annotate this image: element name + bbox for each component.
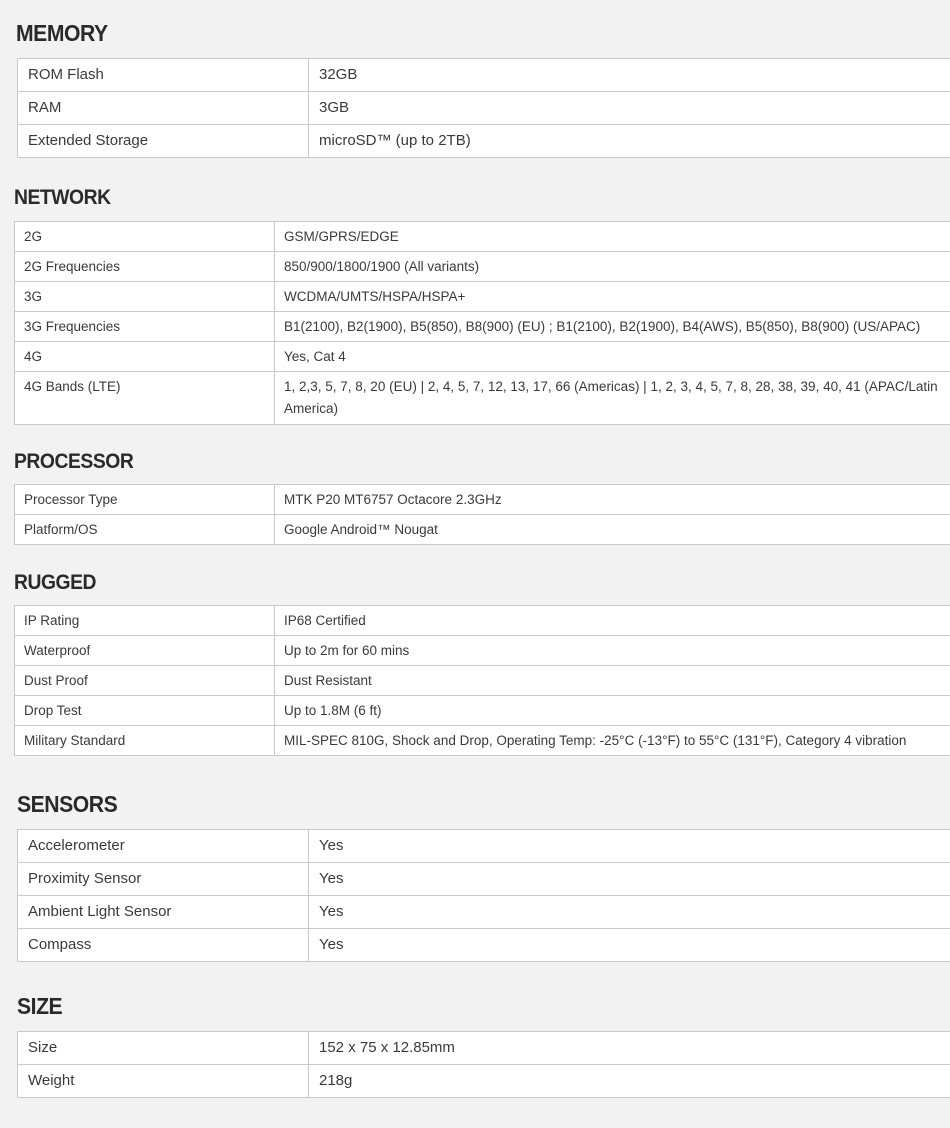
spec-value: MTK P20 MT6757 Octacore 2.3GHz — [275, 485, 950, 515]
table-row — [18, 1032, 950, 1065]
spec-value: Yes — [309, 863, 950, 896]
table-row — [18, 92, 950, 125]
spec-value: 152 x 75 x 12.85mm — [309, 1032, 950, 1065]
processor-heading: PROCESSOR — [14, 450, 134, 473]
network-table — [14, 221, 950, 425]
table-row — [15, 342, 950, 372]
spec-key: Waterproof — [15, 636, 275, 666]
spec-key: Extended Storage — [18, 125, 309, 158]
size-heading: SIZE — [17, 993, 63, 1019]
network-heading: NETWORK — [14, 186, 111, 209]
table-row — [15, 696, 950, 726]
spec-key: Processor Type — [15, 485, 275, 515]
spec-value: 3GB — [309, 92, 950, 125]
table-row — [15, 282, 950, 312]
table-row — [15, 485, 950, 515]
memory-table — [17, 58, 950, 158]
table-row — [15, 636, 950, 666]
spec-key: 3G — [15, 282, 275, 312]
spec-value: Yes — [309, 896, 950, 929]
spec-key: Size — [18, 1032, 309, 1065]
size-table — [17, 1031, 950, 1098]
table-row — [15, 252, 950, 282]
table-row — [15, 312, 950, 342]
spec-key: 2G Frequencies — [15, 252, 275, 282]
table-row — [15, 222, 950, 252]
spec-value: Up to 2m for 60 mins — [275, 636, 950, 666]
spec-value: Yes, Cat 4 — [275, 342, 950, 372]
spec-value: Yes — [309, 830, 950, 863]
processor-table — [14, 484, 950, 545]
spec-value: 850/900/1800/1900 (All variants) — [275, 252, 950, 282]
spec-value: MIL-SPEC 810G, Shock and Drop, Operating Temp: -25°C (-13°F) to 55°C (131°F), Category 4 vibration — [275, 726, 950, 756]
sensors-table — [17, 829, 950, 962]
sensors-heading: SENSORS — [17, 791, 118, 817]
spec-value: microSD™ (up to 2TB) — [309, 125, 950, 158]
spec-key: Drop Test — [15, 696, 275, 726]
table-row — [15, 372, 950, 425]
table-row — [18, 830, 950, 863]
table-row — [15, 606, 950, 636]
spec-key: Military Standard — [15, 726, 275, 756]
spec-key: Platform/OS — [15, 515, 275, 545]
spec-value: 32GB — [309, 59, 950, 92]
table-row — [15, 726, 950, 756]
table-row — [18, 59, 950, 92]
spec-key: 4G — [15, 342, 275, 372]
spec-value: B1(2100), B2(1900), B5(850), B8(900) (EU) ; B1(2100), B2(1900), B4(AWS), B5(850), B8(900) (US/APAC) — [275, 312, 950, 342]
spec-value: Up to 1.8M (6 ft) — [275, 696, 950, 726]
table-row — [18, 1065, 950, 1098]
spec-key: Dust Proof — [15, 666, 275, 696]
spec-key: 3G Frequencies — [15, 312, 275, 342]
spec-value: 218g — [309, 1065, 950, 1098]
table-row — [18, 863, 950, 896]
table-row — [18, 125, 950, 158]
spec-key: Compass — [18, 929, 309, 962]
spec-key: Proximity Sensor — [18, 863, 309, 896]
rugged-heading: RUGGED — [14, 571, 97, 594]
spec-key: ROM Flash — [18, 59, 309, 92]
spec-value: IP68 Certified — [275, 606, 950, 636]
spec-value: GSM/GPRS/EDGE — [275, 222, 950, 252]
spec-value: Dust Resistant — [275, 666, 950, 696]
spec-key: Accelerometer — [18, 830, 309, 863]
spec-key: IP Rating — [15, 606, 275, 636]
rugged-table — [14, 605, 950, 756]
spec-key: Ambient Light Sensor — [18, 896, 309, 929]
table-row — [15, 515, 950, 545]
spec-value: Yes — [309, 929, 950, 962]
spec-value: WCDMA/UMTS/HSPA/HSPA+ — [275, 282, 950, 312]
table-row — [18, 929, 950, 962]
table-row — [15, 666, 950, 696]
spec-value: 1, 2,3, 5, 7, 8, 20 (EU) | 2, 4, 5, 7, 12, 13, 17, 66 (Americas) | 1, 2, 3, 4, 5, 7, 8, 28, 38, 39, 40, 41 (APAC/Latin America) — [275, 372, 950, 425]
spec-value: Google Android™ Nougat — [275, 515, 950, 545]
spec-key: RAM — [18, 92, 309, 125]
spec-key: 2G — [15, 222, 275, 252]
spec-key: 4G Bands (LTE) — [15, 372, 275, 425]
spec-key: Weight — [18, 1065, 309, 1098]
table-row — [18, 896, 950, 929]
memory-heading: MEMORY — [16, 20, 108, 46]
